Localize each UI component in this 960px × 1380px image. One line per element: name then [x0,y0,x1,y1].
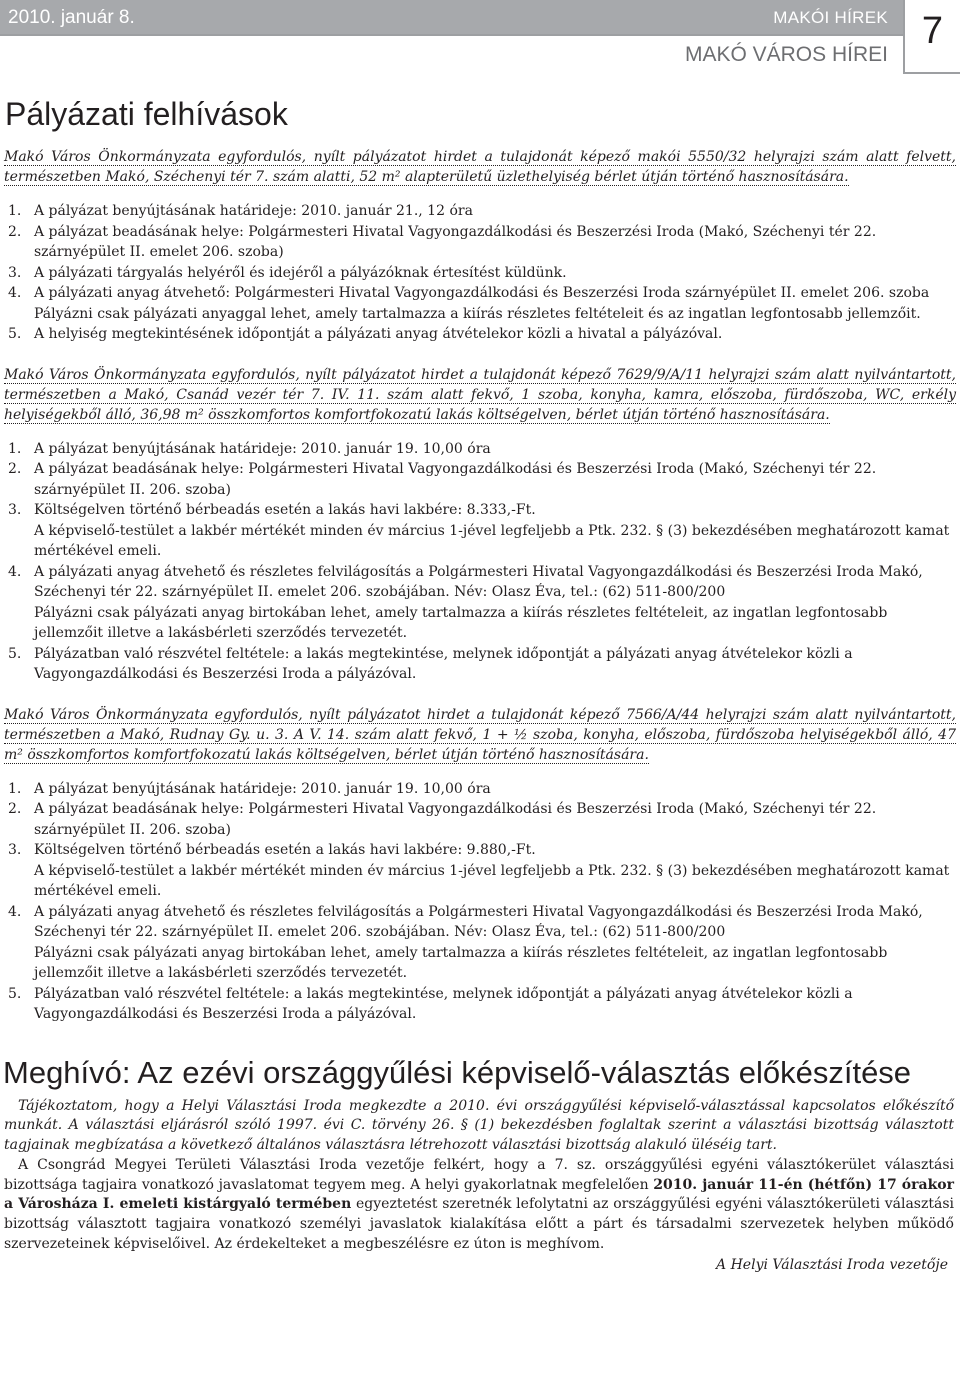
condition-text: A pályázat beadásának helye: Polgármesteri Hivatal Vagyongazdálkodási és Beszerzési Iroda (Makó, Széchenyi tér 22. szárnyépület II. 206. szoba) [34,461,877,498]
issue-date: 2010. január 8. [8,7,135,28]
condition-text: A helyiség megtekintésének időpontját a pályázati anyag átvételekor közli a hivatal a pályázóval. [34,326,723,342]
condition-text: A pályázati anyag átvehető és részletes felvilágosítás a Polgármesteri Hivatal Vagyongazdálkodási és Beszerzési Iroda Makó, Széchenyi tér 22. szárnyépület II. emelet 206. szobájában. Név: Olasz Éva, tel.: (62) 511-800/200 [34,903,923,940]
condition-item [8,324,950,345]
condition-item [8,201,950,222]
invitation-paragraph-2 [4,1156,954,1255]
condition-text: A pályázat benyújtásának határideje: 2010. január 21., 12 óra [34,203,473,219]
page-header [0,0,960,80]
condition-item [8,984,950,1025]
condition-number: 1. [8,203,22,219]
condition-item [8,283,950,324]
condition-number: 2. [8,461,22,477]
condition-number: 4. [8,903,22,920]
condition-text: A pályázat beadásának helye: Polgármesteri Hivatal Vagyongazdálkodási és Beszerzési Iroda (Makó, Széchenyi tér 22. szárnyépület II. 206. szoba) [34,801,877,838]
condition-number: 1. [8,440,22,457]
condition-note: Pályázni csak pályázati anyaggal lehet, amely tartalmazza a kiírás részletes feltételeit és az ingatlan legfontosabb jellemzőit. [34,305,921,322]
condition-item [8,840,950,902]
tender-list [0,147,960,1045]
condition-number: 5. [8,645,22,662]
condition-item [8,902,950,984]
condition-number: 3. [8,502,22,518]
condition-text: A pályázat beadásának helye: Polgármesteri Hivatal Vagyongazdálkodási és Beszerzési Iroda (Makó, Széchenyi tér 22. szárnyépület II. emelet 206. szoba) [34,223,877,260]
header-rule [0,34,903,36]
tender-intro-text: Makó Város Önkormányzata egyfordulós, nyílt pályázatot hirdet a tulajdonát képező 7566/A/44 helyrajzi szám alatt nyilvántartott, természetben a Makó, Rudnay Gy. u. 3. A V. 14. szám alatt fekvő, 1 + ½ szoba, konyha, előszoba, fürdőszoba helyiségekből álló, 47 m² összkomfortos komfortfokozatú lakás költségelven, bérlet útján történő hasznosítására. [4,706,956,763]
tender-conditions [8,779,950,1025]
tender-conditions [8,439,950,685]
condition-number: 3. [8,842,22,858]
invitation-paragraph-1: Tájékoztatom, hogy a Helyi Választási Iroda megkezdte a 2010. évi országgyűlési képviselő-választással kapcsolatos előkészítő munkát. A választási eljárásról szóló 1997. évi C. törvény 26. § (1) bekezdésben foglaltak szerint a választási bizottság választott tagjainak megbízatása a következő általános választásra létrehozott választási bizottság alakuló üléséig tart. [4,1097,954,1154]
page-number: 7 [921,10,944,52]
condition-number: 5. [8,985,22,1002]
condition-number: 4. [8,563,22,580]
condition-item [8,459,950,500]
tender-spacer [0,685,960,705]
tender-spacer [0,345,960,365]
condition-number: 1. [8,780,22,797]
invitation-signature: A Helyi Választási Iroda vezetője [716,1256,948,1273]
invitation-text-end: egyeztetést szeretnék lefolytatni az országgyűlési egyéni választókerületi választási bizottság választott tagjaira vonatkozó személyi javaslatok kialakítása előtt a párt és társadalmi szervezetek helyben működő szervezeteinek képviselőivel. Az érdekelteket a megbeszélésre ez úton is meghívom. [4,1196,954,1253]
condition-text: Pályázatban való részvétel feltétele: a lakás megtekintése, melynek időpontját a pályázati anyag átvételekor közli a Vagyongazdálkodási és Beszerzési Iroda a pályázóval. [34,985,853,1022]
tender-spacer [0,1025,960,1045]
condition-item [8,500,950,562]
invitation-text: A Csongrád Megyei Területi Választási Iroda vezetője felkért, hogy a 7. sz. országgyűlési egyéni választókerület választási bizottsága tagjaira vonatkozó javaslatomat tegyem meg. A helyi gyakorlatnak megfelelően [4,1156,954,1193]
invitation-body [4,1097,954,1275]
condition-item [8,222,950,263]
condition-text: Pályázatban való részvétel feltétele: a lakás megtekintése, melynek időpontját a pályázati anyag átvételekor közli a Vagyongazdálkodási és Beszerzési Iroda a pályázóval. [34,645,853,682]
newspaper-name: MAKÓI HÍREK [773,8,888,27]
tender-intro [4,365,956,425]
condition-text: Költségelven történő bérbeadás esetén a lakás havi lakbére: 8.333,-Ft. [34,502,536,518]
condition-text: Költségelven történő bérbeadás esetén a lakás havi lakbére: 9.880,-Ft. [34,842,536,858]
invitation-meeting-time: 2010. január 11-én (hétfőn) 17 órakor a Városháza I. emeleti kistárgyaló termében [4,1176,954,1213]
invitation-title: Meghívó: Az ezévi országgyűlési képviselő-választás előkészítése [3,1054,912,1090]
condition-number: 3. [8,264,22,281]
condition-item [8,439,950,460]
condition-item [8,799,950,840]
condition-item [8,263,950,284]
page-content [0,96,960,1275]
condition-item [8,562,950,644]
condition-note: Pályázni csak pályázati anyag birtokában lehet, amely tartalmazza a kiírás részletes feltételeit, az ingatlan legfontosabb jellemzőit illetve a lakásbérleti szerződés tervezetét. [34,604,888,641]
condition-text: A pályázati anyag átvehető és részletes felvilágosítás a Polgármesteri Hivatal Vagyongazdálkodási és Beszerzési Iroda Makó, Széchenyi tér 22. szárnyépület II. emelet 206. szobájában. Név: Olasz Éva, tel.: (62) 511-800/200 [34,563,923,600]
section-title: Pályázati felhívások [5,96,288,132]
page-number-box [903,0,960,74]
header-bar [0,0,903,34]
condition-number: 2. [8,223,22,240]
condition-text: A pályázat benyújtásának határideje: 2010. január 19. 10,00 óra [34,780,491,797]
tender-conditions [8,201,950,345]
tender-intro [4,705,956,765]
tender-intro [4,147,956,187]
condition-text: A pályázati anyag átvehető: Polgármesteri Hivatal Vagyongazdálkodási és Beszerzési Iroda szárnyépület II. emelet 206. szoba [34,285,930,301]
condition-note: Pályázni csak pályázati anyag birtokában lehet, amely tartalmazza a kiírás részletes feltételeit, az ingatlan legfontosabb jellemzőit illetve a lakásbérleti szerződés tervezetét. [34,944,888,981]
tender-intro-text: Makó Város Önkormányzata egyfordulós, nyílt pályázatot hirdet a tulajdonát képező 7629/9/A/11 helyrajzi szám alatt nyilvántartott, természetben a Makó, Csanád vezér tér 7. IV. 11. szám alatt fekvő, 1 szoba, konyha, kamra, előszoba, fürdőszoba, WC, erkély helyiségekből álló, 36,98 m² összkomfortos komfortfokozatú lakás költségelven, bérlet útján történő hasznosítására. [4,366,956,423]
condition-text: A pályázat benyújtásának határideje: 2010. január 19. 10,00 óra [34,440,491,457]
condition-number: 5. [8,326,22,342]
section-name: MAKÓ VÁROS HÍREI [684,43,888,66]
condition-text: A pályázati tárgyalás helyéről és idejéről a pályázóknak értesítést küldünk. [34,264,567,281]
condition-number: 2. [8,801,22,817]
condition-number: 4. [8,285,22,301]
condition-note: A képviselő-testület a lakbér mértékét minden év március 1-jével legfeljebb a Ptk. 232. § (3) bekezdésében meghatározott kamat mértékével emeli. [34,862,950,899]
tender-intro-text: Makó Város Önkormányzata egyfordulós, nyílt pályázatot hirdet a tulajdonát képező makói 5550/32 helyrajzi szám alatt felvett, természetben Makó, Széchenyi tér 7. szám alatti, 52 m² alapterületű üzlethelyiség bérlet útján történő hasznosítására. [4,149,956,185]
condition-item [8,644,950,685]
condition-item [8,779,950,800]
condition-note: A képviselő-testület a lakbér mértékét minden év március 1-jével legfeljebb a Ptk. 232. § (3) bekezdésében meghatározott kamat mértékével emeli. [34,522,950,559]
